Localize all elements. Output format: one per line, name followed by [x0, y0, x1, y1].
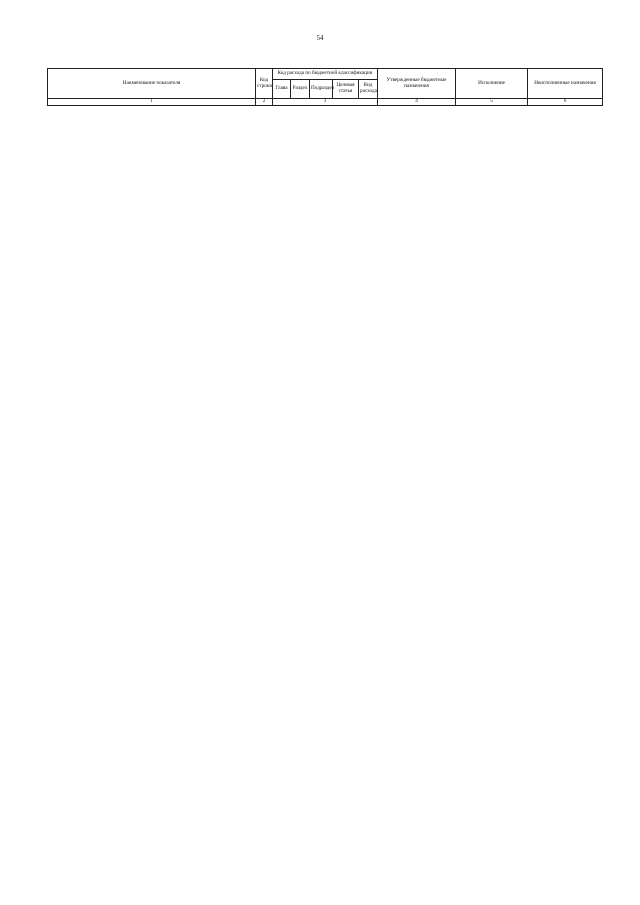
header-unexecuted: Неисполненные назначения [528, 69, 603, 99]
header-code: Код строки [256, 69, 273, 99]
budget-execution-table [47, 68, 603, 106]
column-number: 5 [456, 99, 528, 106]
page-number: 54 [316, 34, 324, 42]
header-target: Целевая статья [333, 80, 359, 99]
column-numbers-row [48, 99, 603, 106]
header-section: Раздел [291, 80, 310, 99]
header-kind: Вид расхода [359, 80, 378, 99]
column-number: 6 [528, 99, 603, 106]
header-executed: Исполнение [456, 69, 528, 99]
column-number: 2 [256, 99, 273, 106]
header-name: Наименование показателя [48, 69, 256, 99]
column-number: 4 [378, 99, 456, 106]
header-classification: Код расхода по бюджетной классификации [273, 69, 378, 80]
header-approved: Утвержденные бюджетные назначения [378, 69, 456, 99]
header-chapter: Глава [273, 80, 291, 99]
column-number: 3 [273, 99, 378, 106]
header-subsection: Подраздел [310, 80, 333, 99]
column-number: 1 [48, 99, 256, 106]
